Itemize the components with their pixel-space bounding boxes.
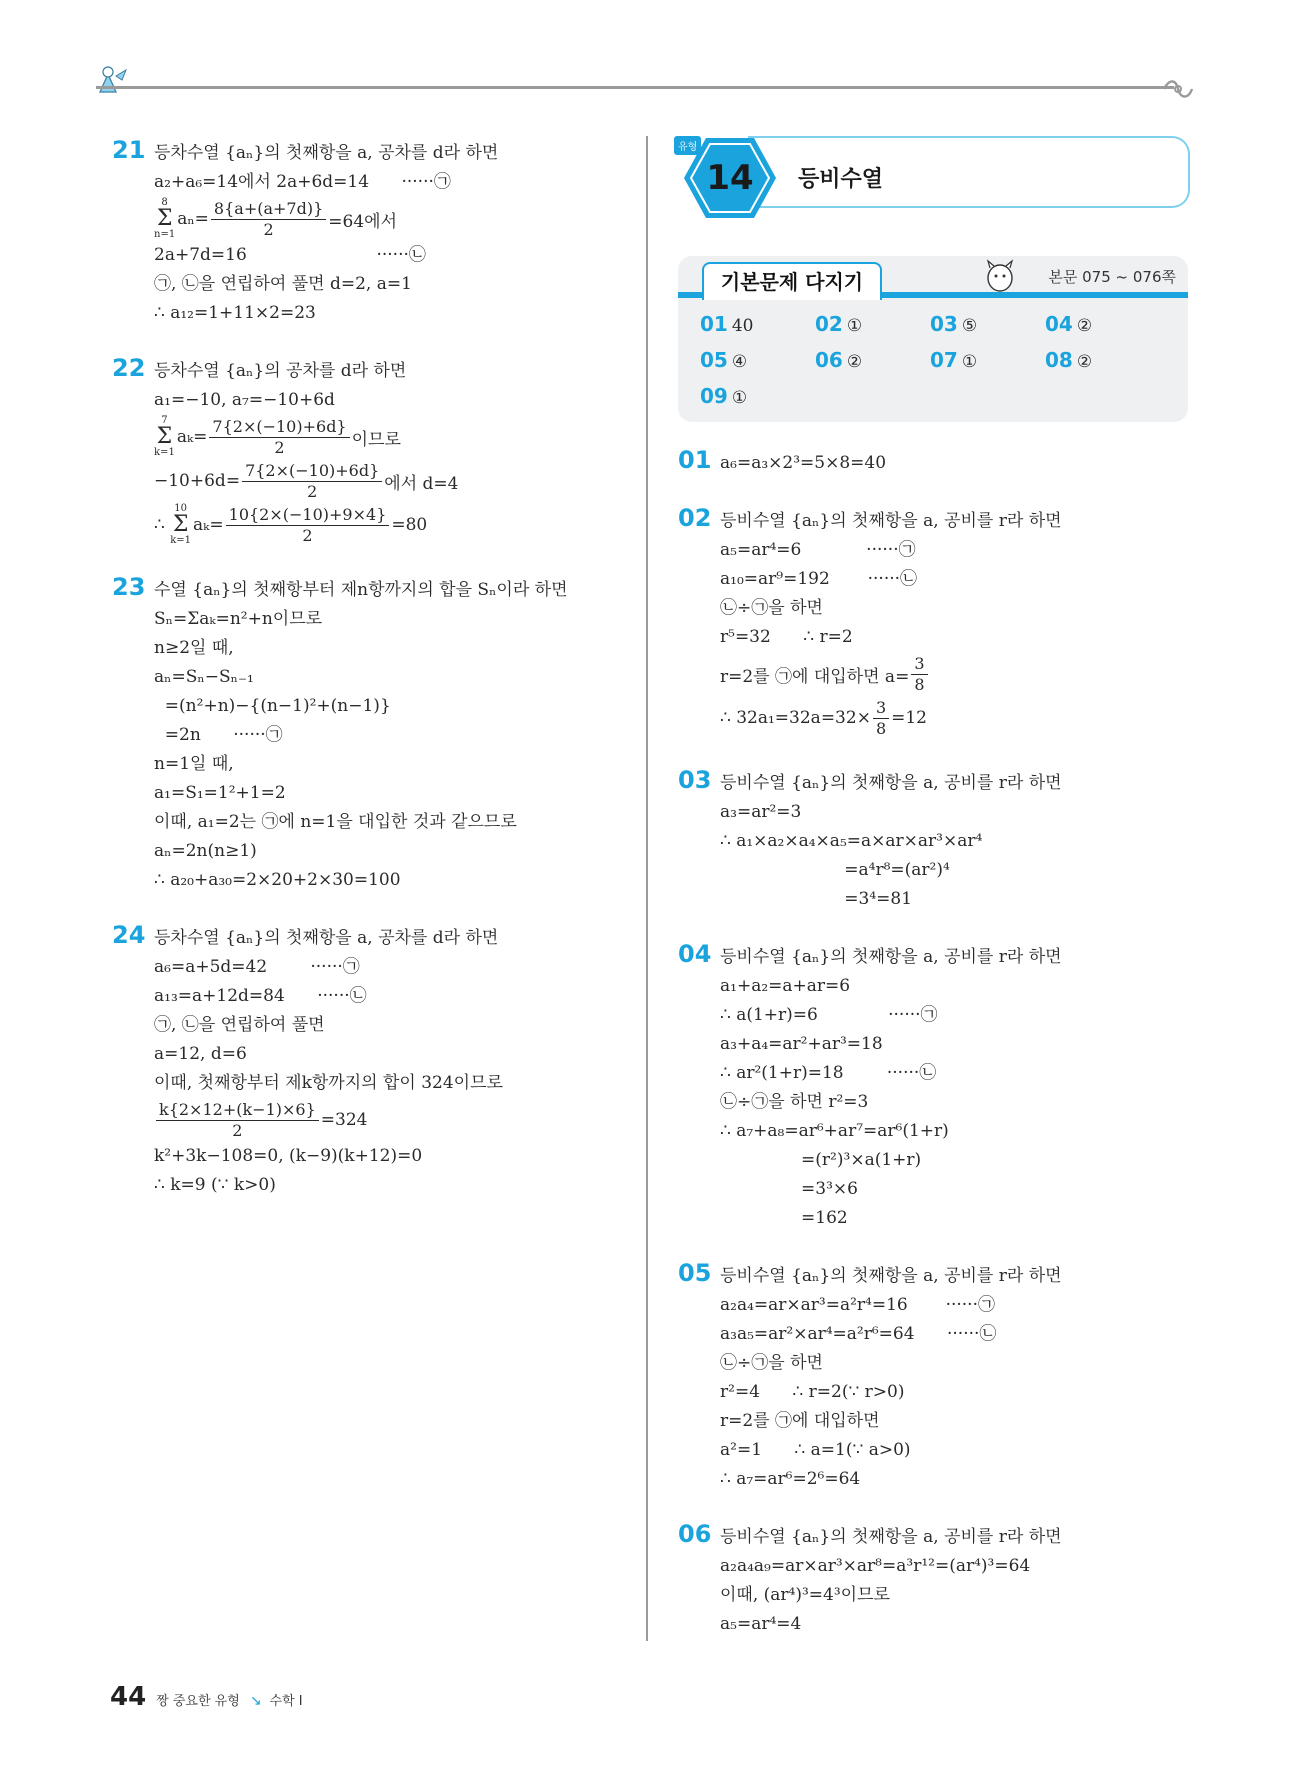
solution-line: a²=1 ∴ a=1(∵ a>0): [720, 1440, 911, 1460]
solution-line: 등비수열 {aₙ}의 첫째항을 a, 공비를 r라 하면: [720, 511, 1062, 531]
solution-line: a₁₀=ar⁹=192 ······㉡: [720, 569, 918, 589]
page-footer: [110, 1682, 303, 1712]
solution-line: 등차수열 {aₙ}의 첫째항을 a, 공차를 d라 하면: [154, 928, 499, 948]
answer-item: 07 ①: [930, 348, 978, 372]
solution-line: ∴ a₂₀+a₃₀=2×20+2×30=100: [154, 870, 401, 890]
answer-item: 03 ⑤: [930, 312, 978, 336]
solution-line: ∴ a₁×a₂×a₄×a₅=a×ar×ar³×ar⁴: [720, 831, 983, 851]
solution-line: a₅=ar⁴=6 ······㉠: [720, 540, 916, 560]
solution-line: ∴ k=9 (∵ k>0): [154, 1175, 276, 1195]
solution-line: a₁+a₂=a+ar=6: [720, 976, 851, 996]
header-rule: [96, 86, 1174, 89]
section-header: [678, 136, 1188, 236]
problem-number: 06: [678, 1520, 712, 1548]
page-number: 44: [110, 1682, 147, 1712]
fraction-equation: ∴ 32a₁=32a=32× $\frac{3}{8}$ =12: [720, 697, 928, 738]
solution-line: k²+3k−108=0, (k−9)(k+12)=0: [154, 1146, 423, 1166]
section-number: 14: [706, 158, 754, 198]
solution-line: 2a+7d=16 ······㉡: [154, 245, 426, 265]
column-divider: [646, 136, 648, 1641]
solution-line: 등차수열 {aₙ}의 첫째항을 a, 공차를 d라 하면: [154, 143, 499, 163]
solution-line: a₃=ar²=3: [720, 802, 802, 822]
mascot-icon: [978, 258, 1022, 298]
problem-number: 01: [678, 446, 712, 474]
solution-line: a₂a₄=ar×ar³=a²r⁴=16 ······㉠: [720, 1295, 995, 1315]
fraction: $\frac{10\{2\times(-10)+9\times 4\}}{2}$: [226, 505, 390, 546]
answer-item: 02 ①: [815, 312, 863, 336]
solution-line: ∴ ar²(1+r)=18 ······㉡: [720, 1063, 937, 1083]
fraction: $\frac{3}{8}$: [911, 654, 927, 695]
solution-line: =3³×6: [720, 1179, 858, 1199]
solution-line: ∴ a₇=ar⁶=2⁶=64: [720, 1469, 861, 1489]
solution-line: r²=4 ∴ r=2(∵ r>0): [720, 1382, 905, 1402]
solution-line: 수열 {aₙ}의 첫째항부터 제n항까지의 합을 Sₙ이라 하면: [154, 580, 568, 600]
solution-line: a₁₃=a+12d=84 ······㉡: [154, 986, 367, 1006]
problem-number: 24: [112, 921, 146, 949]
solution-line: 등차수열 {aₙ}의 공차를 d라 하면: [154, 361, 407, 381]
sum-equation: 7 Σ k=1 aₖ= $\frac{7\{2\times(-10)+6d\}}{2}$ 이므로: [154, 415, 401, 458]
solution-06: [678, 1520, 1188, 1639]
solution-01: [678, 446, 1188, 478]
solution-22: [112, 354, 632, 547]
problem-number: 03: [678, 766, 712, 794]
problem-number: 02: [678, 504, 712, 532]
fraction: $\frac{k\{2\times 12+(k-1)\times 6\}}{2}$: [156, 1100, 319, 1141]
solution-04: [678, 940, 1188, 1233]
solution-line: a₁=−10, a₇=−10+6d: [154, 390, 335, 410]
problem-number: 22: [112, 354, 146, 382]
solution-line: n=1일 때,: [154, 754, 234, 774]
sum-equation: 8 Σ n=1 aₙ= $\frac{8\{a+(a+7d)\}}{2}$ =64에서: [154, 197, 397, 240]
answer-item: 01 40: [700, 312, 754, 336]
solution-line: a₅=ar⁴=4: [720, 1614, 802, 1634]
section-title: 등비수열: [798, 167, 884, 192]
solution-line: a₃+a₄=ar²+ar³=18: [720, 1034, 883, 1054]
solution-line: =162: [720, 1208, 848, 1228]
fraction: $\frac{7\{2\times(-10)+6d\}}{2}$: [242, 461, 382, 502]
solution-line: 등비수열 {aₙ}의 첫째항을 a, 공비를 r라 하면: [720, 1527, 1062, 1547]
left-column: [112, 136, 632, 1226]
answer-item: 04 ②: [1045, 312, 1093, 336]
solution-line: 이때, 첫째항부터 제k항까지의 합이 324이므로: [154, 1073, 503, 1093]
solution-24: [112, 921, 632, 1200]
solution-line: 등비수열 {aₙ}의 첫째항을 a, 공비를 r라 하면: [720, 947, 1062, 967]
solution-line: r=2를 ㉠에 대입하면: [720, 1411, 880, 1431]
answer-item: 05 ④: [700, 348, 748, 372]
solution-03: [678, 766, 1188, 914]
solution-line: =2n ······㉠: [154, 725, 283, 745]
solution-line: a=12, d=6: [154, 1044, 247, 1064]
solution-line: ∴ a₁₂=1+11×2=23: [154, 303, 316, 323]
solution-23: [112, 573, 632, 895]
answer-grid: [678, 302, 1188, 408]
solution-line: r⁵=32 ∴ r=2: [720, 627, 853, 647]
solution-line: =(n²+n)−{(n−1)²+(n−1)}: [154, 696, 391, 716]
type-tag: 유형: [674, 136, 701, 155]
solution-line: =3⁴=81: [720, 889, 913, 909]
solution-line: ㉠, ㉡을 연립하여 풀면 d=2, a=1: [154, 274, 412, 294]
answer-item: 08 ②: [1045, 348, 1093, 372]
answer-item: 06 ②: [815, 348, 863, 372]
solution-21: [112, 136, 632, 328]
solution-line: 등비수열 {aₙ}의 첫째항을 a, 공비를 r라 하면: [720, 1266, 1062, 1286]
solution-line: ㉡÷㉠을 하면 r²=3: [720, 1092, 869, 1112]
problem-number: 04: [678, 940, 712, 968]
problem-number: 05: [678, 1259, 712, 1287]
solution-line: 이때, (ar⁴)³=4³이므로: [720, 1585, 890, 1605]
right-column: [678, 136, 1188, 1665]
solution-line: ㉡÷㉠을 하면: [720, 598, 823, 618]
solution-line: aₙ=2n(n≥1): [154, 841, 257, 861]
rabbit-logo-icon: [92, 62, 132, 98]
solution-line: 등비수열 {aₙ}의 첫째항을 a, 공비를 r라 하면: [720, 773, 1062, 793]
fraction: $\frac{7\{2\times(-10)+6d\}}{2}$: [209, 417, 349, 458]
fraction: $\frac{8\{a+(a+7d)\}}{2}$: [211, 199, 326, 240]
solution-line: ∴ a₇+a₈=ar⁶+ar⁷=ar⁶(1+r): [720, 1121, 949, 1141]
solution-line: ∴ a(1+r)=6 ······㉠: [720, 1005, 938, 1025]
basic-tab-label: 기본문제 다지기: [702, 262, 882, 300]
sigma-symbol: 7 Σ k=1: [154, 415, 175, 458]
ribbon-icon: [1160, 76, 1196, 102]
subject-title: 수학 I: [269, 1694, 303, 1709]
fraction-equation: r=2를 ㉠에 대입하면 a= $\frac{3}{8}$: [678, 652, 1188, 696]
fraction-equation: −10+6d= $\frac{7\{2\times(-10)+6d\}}{2}$ 에서 d=4: [154, 460, 459, 501]
sigma-symbol: 8 Σ n=1: [154, 197, 176, 240]
solution-line: a₆=a₃×2³=5×8=40: [720, 453, 887, 473]
solution-line: =(r²)³×a(1+r): [720, 1150, 922, 1170]
solution-line: =a⁴r⁸=(ar²)⁴: [720, 860, 950, 880]
problem-number: 21: [112, 136, 146, 164]
sigma-symbol: 10 Σ k=1: [170, 503, 192, 546]
solution-line: a₁=S₁=1²+1=2: [154, 783, 286, 803]
sum-equation: ∴ 10 Σ k=1 aₖ= $\frac{10\{2\times(-10)+9\times 4\}}{2}$ =80: [154, 503, 428, 546]
solution-02: [678, 504, 1188, 740]
solution-line: ㉡÷㉠을 하면: [720, 1353, 823, 1373]
fraction-equation: $\frac{k\{2\times 12+(k-1)\times 6\}}{2}$ =324: [112, 1098, 632, 1142]
solution-line: a₂+a₆=14에서 2a+6d=14 ······㉠: [154, 172, 451, 192]
answer-item: 09 ①: [700, 384, 748, 408]
book-title: 짱 중요한 유형: [156, 1694, 240, 1709]
solution-line: 이때, a₁=2는 ㉠에 n=1을 대입한 것과 같으므로: [154, 812, 517, 832]
fraction: $\frac{3}{8}$: [873, 698, 889, 739]
solution-line: Sₙ=Σaₖ=n²+n이므로: [154, 609, 323, 629]
solution-line: n≥2일 때,: [154, 638, 234, 658]
problem-number: 23: [112, 573, 146, 601]
solution-line: ㉠, ㉡을 연립하여 풀면: [154, 1015, 325, 1035]
solution-line: a₂a₄a₉=ar×ar³×ar⁸=a³r¹²=(ar⁴)³=64: [720, 1556, 1031, 1576]
solution-line: a₆=a+5d=42 ······㉠: [154, 957, 360, 977]
solution-05: [678, 1259, 1188, 1494]
basic-answers-box: [678, 256, 1188, 422]
page-reference: 본문 075 ~ 076쪽: [1048, 268, 1176, 286]
arrow-icon: ↘: [249, 1693, 262, 1709]
solution-line: a₃a₅=ar²×ar⁴=a²r⁶=64 ······㉡: [720, 1324, 997, 1344]
solution-line: aₙ=Sₙ−Sₙ₋₁: [154, 667, 254, 687]
